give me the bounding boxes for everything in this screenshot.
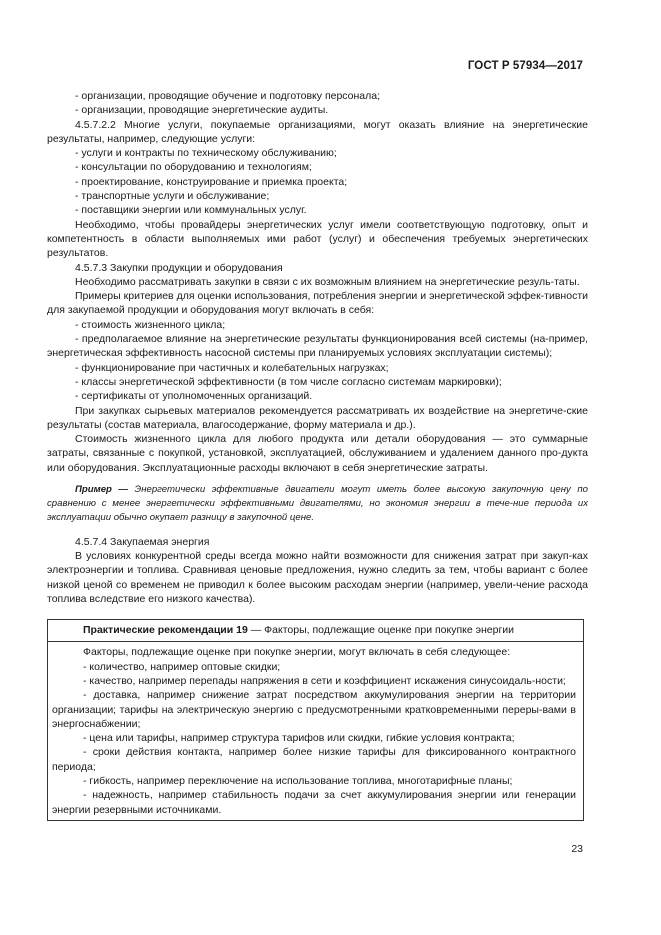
list-item: - услуги и контракты по техническому обслуживанию;: [75, 147, 337, 160]
recommendation-body: [48, 642, 583, 820]
list-item: - количество, например оптовые скидки;: [83, 660, 281, 673]
list-item: - качество, например перепады напряжения в сети и коэффициент искажения синусоидаль-ности;: [83, 675, 566, 687]
paragraph: 4.5.7.2.2 Многие услуги, покупаемые организациями, могут оказать влияние на энергетические результаты, например, следующие услуги:: [47, 118, 588, 145]
list-item: - предполагаемое влияние на энергетические результаты функционирования всей системы (на-пример, энергетическая эффективность насосной системы при планируемых условиях эксплуатации системы);: [47, 333, 588, 360]
list-item: - функционирование при частичных и колебательных нагрузках;: [75, 361, 389, 374]
example-label: Пример —: [75, 484, 129, 496]
example-text: Энергетически эффективные двигатели могут иметь более высокую закупочную цену по сравнению с менее энергетически эффективными двигателями, но экономия энергии в тече-ние периода их эксплуатации обычно окупает разницу в закупочной цене.: [47, 484, 588, 524]
list-item: - организации, проводящие обучение и подготовку персонала;: [75, 90, 381, 102]
recommendation-title: [48, 620, 583, 642]
recommendation-title-rest: — Факторы, подлежащие оценке при покупке энергии: [247, 624, 515, 637]
list-item: - поставщики энергии или коммунальных услуг.: [75, 204, 307, 217]
list-item: - сертификаты от уполномоченных организаций.: [75, 390, 313, 403]
paragraph: В условиях конкурентной среды всегда можно найти возможности для снижения затрат при закуп-ках электроэнергии и топлива. Сравнивая ценовые предложения, нужно следить за тем, чтобы вариант с более низкой ценой со временем не приводил к более высоким расходам энергии (например, увели-чение расхода топлива вследствие его низкого качества).: [47, 549, 588, 605]
recommendation-box: [47, 619, 584, 821]
list-item: - надежность, например стабильность подачи за счет аккумулирования энергии или генерации энергии резервными источниками.: [52, 789, 576, 816]
section-heading: 4.5.7.4 Закупаемая энергия: [75, 535, 210, 548]
document-header: ГОСТ Р 57934—2017: [467, 60, 583, 72]
paragraph: Стоимость жизненного цикла для любого продукта или детали оборудования — это суммарные затраты, связанные с покупкой, установкой, эксплуатацией, обслуживанием и удалением данного про-дукта или оборудования. Эксплуатационные расходы включают в себя энергетические затраты.: [47, 433, 588, 474]
list-item: - классы энергетической эффективности (в том числе согласно системам маркировки);: [75, 375, 502, 388]
example-note: [47, 483, 588, 526]
list-item: - стоимость жизненного цикла;: [75, 318, 226, 331]
list-item: - организации, проводящие энергетические аудиты.: [75, 104, 329, 117]
paragraph: Примеры критериев для оценки использования, потребления энергии и энергетической эффек-тивности для закупаемой продукции и оборудования могут включать в себя:: [47, 290, 588, 317]
recommendation-intro: Факторы, подлежащие оценке при покупке энергии, могут включать в себя следующее:: [83, 646, 511, 659]
paragraph: Необходимо рассматривать закупки в связи с их возможным влиянием на энергетические резуль-таты.: [75, 275, 580, 288]
page-number: 23: [571, 843, 583, 855]
recommendation-title-bold: Практические рекомендации 19: [83, 624, 248, 637]
list-item: - транспортные услуги и обслуживание;: [75, 190, 270, 203]
section-heading: 4.5.7.3 Закупки продукции и оборудования: [75, 261, 283, 274]
list-item: - консультации по оборудованию и технологиям;: [75, 161, 312, 174]
paragraph: При закупках сырьевых материалов рекомендуется рассматривать их воздействие на энергетиче-ские результаты (состав материала, влагосодержание, форму материала и др.).: [47, 404, 588, 431]
list-item: - доставка, например снижение затрат посредством аккумулирования энергии на территории организации; тарифы на электрическую энергию с предусмотренными кратковременными переры-вами в энергоснабжении;: [52, 689, 576, 730]
list-item: - проектирование, конструирование и приемка проекта;: [75, 175, 348, 188]
list-item: - сроки действия контакта, например более низкие тарифы для фиксированного контрактного периода;: [52, 746, 576, 773]
document-body: [47, 89, 588, 821]
list-item: - цена или тарифы, например структура тарифов или скидки, гибкие условия контракта;: [83, 732, 515, 745]
paragraph: Необходимо, чтобы провайдеры энергетических услуг имели соответствующую подготовку, опыт и компетентность в области выполняемых ими работ (услуг) и обеспечения требуемых энергетических результатов.: [47, 218, 588, 260]
list-item: - гибкость, например переключение на использование топлива, многотарифные планы;: [83, 775, 513, 788]
